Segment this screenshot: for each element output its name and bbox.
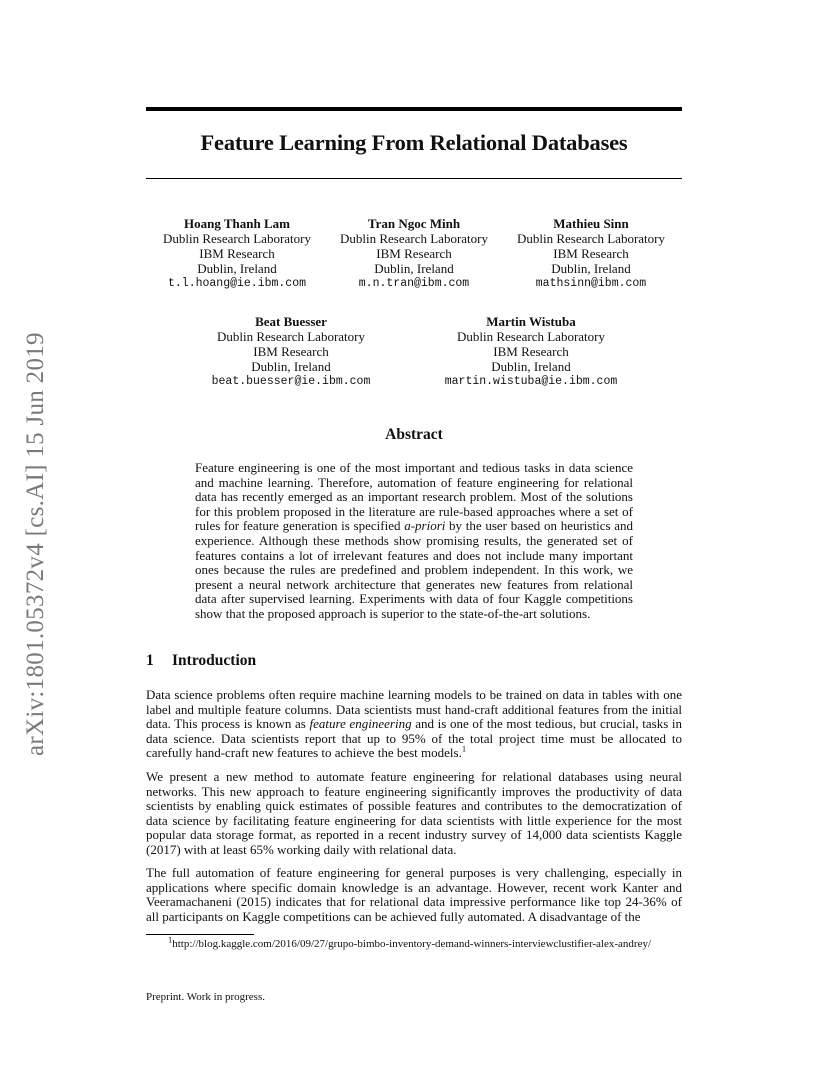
author-block [426, 314, 636, 389]
author-affiliation: Dublin Research Laboratory [339, 231, 488, 246]
footnote-rule [146, 934, 254, 935]
author-email: beat.buesser@ie.ibm.com [211, 375, 371, 388]
author-block [196, 314, 386, 389]
author-email: t.l.hoang@ie.ibm.com [167, 277, 307, 290]
section-heading [146, 652, 256, 670]
author-name: Beat Buesser [255, 314, 327, 329]
footnote [146, 934, 682, 951]
paragraph-emphasis: feature engineering [309, 716, 412, 732]
author-name: Hoang Thanh Lam [184, 216, 290, 231]
footnote-marker: 1 [461, 744, 467, 755]
author-affiliation: Dublin Research Laboratory [456, 329, 605, 344]
footnote-mark: 1 [168, 934, 173, 945]
abstract-heading: Abstract [385, 426, 443, 443]
author-email: mathsinn@ibm.com [535, 277, 647, 290]
body-paragraph: The full automation of feature engineering for general purposes is very challenging, especially in applications where specific domain knowledge is an advantage. However, recent work Kanter and Veeramachaneni (2015) indicates that for relational data impressive performance like top 24-36% of all participants on Kaggle competitions can be achieved fully automated. A disadvantage of the [146, 865, 682, 924]
paper-title: Feature Learning From Relational Databases [200, 130, 628, 155]
body-paragraph [146, 688, 682, 761]
author-org: IBM Research [493, 344, 569, 359]
paragraph-text: and is one of the most tedious, but crucial, tasks in data science. Data scientists report that up to 95% of the total project time must be allocated to carefully hand-craft new features to achieve the best models. [146, 716, 683, 761]
author-affiliation: Dublin Research Laboratory [516, 231, 665, 246]
author-name: Martin Wistuba [486, 314, 576, 329]
abstract-text-part: by the user based on heuristics and experience. Although these methods show promising results, the generated set of features contains a lot of irrelevant features and does not include many important ones because the rules are predefined and problem independent. In this work, we present a neural network architecture that generates new features from relational data after supervised learning. Experiments with data of four Kaggle competitions show that the proposed approach is superior to the state-of-the-art solutions. [195, 518, 634, 621]
author-block [326, 216, 502, 291]
author-email: m.n.tran@ibm.com [358, 277, 470, 290]
preprint-note: Preprint. Work in progress. [146, 991, 265, 1003]
section-title: Introduction [172, 652, 257, 669]
section-number: 1 [146, 652, 154, 669]
author-location: Dublin, Ireland [551, 261, 631, 276]
author-affiliation: Dublin Research Laboratory [216, 329, 365, 344]
author-name: Mathieu Sinn [553, 216, 629, 231]
arxiv-stamp: arXiv:1801.05372v4 [cs.AI] 15 Jun 2019 [22, 332, 49, 756]
author-name: Tran Ngoc Minh [367, 216, 461, 231]
paragraph-text: Data science problems often require machine learning models to be trained on data in tables with one label and multiple feature columns. Data scientists must hand-craft additional features from the initial data. This process is known as [146, 687, 682, 732]
abstract-emphasis: a-priori [404, 518, 446, 534]
author-block [150, 216, 324, 291]
author-location: Dublin, Ireland [374, 261, 454, 276]
footnote-link[interactable]: http://blog.kaggle.com/2016/09/27/grupo-bimbo-inventory-demand-winners-interviewclustifier-alex-andrey/ [172, 938, 652, 950]
title-rule-top [146, 107, 682, 111]
author-email: martin.wistuba@ie.ibm.com [444, 375, 618, 388]
author-org: IBM Research [199, 246, 275, 261]
author-org: IBM Research [376, 246, 452, 261]
body-paragraph: We present a new method to automate feature engineering for relational databases using neural networks. This new approach to feature engineering significantly improves the productivity of data scientists by enabling quick estimates of possible features and contributes to the democratization of data science by facilitating feature engineering for data scientists with little experience for the most popular data storage format, as reported in a recent industry survey of 14,000 data scientists Kaggle (2017) with at least 65% working daily with relational data. [146, 769, 682, 857]
author-org: IBM Research [253, 344, 329, 359]
author-location: Dublin, Ireland [251, 359, 331, 374]
abstract-text [195, 461, 633, 622]
title-rule-bottom [146, 178, 682, 179]
author-org: IBM Research [553, 246, 629, 261]
abstract-text-part: Feature engineering is one of the most important and tedious tasks in data science and machine learning. Therefore, automation of feature engineering for relational data has recently emerged as an important research problem. Most of the solutions for this problem proposed in the literature are rule-based approaches where a set of rules for feature generation is specified [195, 460, 633, 534]
author-affiliation: Dublin Research Laboratory [162, 231, 311, 246]
author-location: Dublin, Ireland [197, 261, 277, 276]
author-block [503, 216, 679, 291]
author-location: Dublin, Ireland [491, 359, 571, 374]
